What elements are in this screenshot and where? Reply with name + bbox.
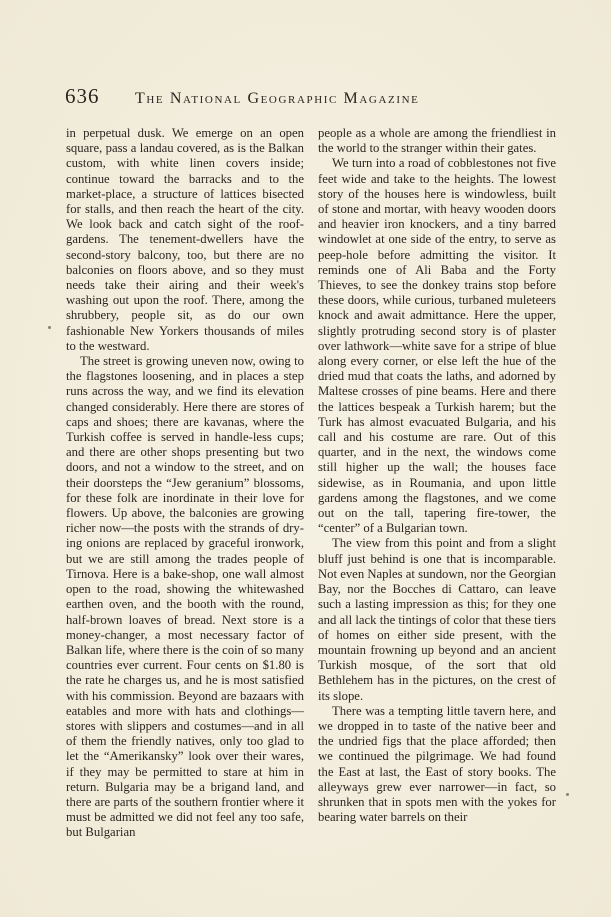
page-header <box>65 84 555 109</box>
running-title: The National Geographic Magazine <box>135 90 420 107</box>
margin-speck <box>48 326 51 329</box>
paragraph: There was a tempting little tavern here, and we dropped in to taste of the native beer and the undried figs that the place afforded; then we continued the pilgrimage. We had found the East at last, the East of story books. The alleyways grew ever narrower—in fact, so shrunken that in spots men with the yokes for bearing water barrels on their <box>318 703 556 825</box>
margin-speck <box>566 793 569 796</box>
paragraph: The street is growing uneven now, owing to the flagstones loosening, and in places a step runs across the way, and we find its elevation changed considerably. Here there are stores of caps and shoes; there are kavanas, where the Turkish coffee is served in handle-less cups; and there are other shops presenting but two doors, and not a window to the street, and on their doorsteps the “Jew geranium” blossoms, for these folk are inordinate in their love for flowers. Up above, the balconies are growing richer now—the posts with the strands of drying onions are replaced by graceful ironwork, but we are still among the trades people of Tirnova. Here is a bake-shop, one wall almost open to the road, showing the whitewashed earthen oven, and the booth with the round, half-brown loaves of bread. Next store is a money-changer, a most necessary factor of Balkan life, where there is the coin of so many countries ever current. Four cents on $1.80 is the rate he charges us, and he is most satisfied with his commission. Beyond are bazaars with eatables and more with hats and clothings—stores with slippers and costumes—and in all of them the friendly natives, only too glad to let the “Amerikansky” look over their wares, if they may be permitted to stare at him in return. Bulgaria may be a brigand land, and there are parts of the southern frontier where it must be admitted we did not feel any too safe, but Bulgarian <box>66 354 304 840</box>
right-column <box>318 126 556 825</box>
paragraph: in perpetual dusk. We emerge on an open square, pass a landau covered, as is the Balkan custom, with white linen covers inside; continue toward the barracks and to the market-place, a structure of lattices bisected for stalls, and then reach the heart of the city. We look back and catch sight of the roof-gardens. The tenement-dwellers have the second-story balcony, too, but there are no balconies on floors above, and so they must needs take their airing and their week's washing out upon the roof. There, among the shrubbery, people sit, as do our own fashionable New Yorkers thousands of miles to the westward. <box>66 126 304 353</box>
paragraph: The view from this point and from a slight bluff just behind is one that is incomparable. Not even Naples at sundown, nor the Georgian Bay, nor the Bocches di Cattaro, can leave such a lasting impression as this; for they one and all lack the tintings of color that these tiers of homes on either side present, with the mountain frowning up beyond and an ancient Turkish mosque, of the sort that old Bethlehem has in the pictures, on the crest of its slope. <box>318 536 556 703</box>
paragraph: We turn into a road of cobblestones not five feet wide and take to the heights. The lowest story of the houses here is windowless, built of stone and mortar, with heavy wooden doors and heavier iron knockers, and a tiny barred windowlet at one side of the entry, to serve as peep-hole before admitting the visitor. It reminds one of Ali Baba and the Forty Thieves, to see the donkey trains stop before these doors, while curious, turbaned muleteers knock and await admittance. Here the upper, slightly protruding second story is of plaster over lathwork—white save for a stripe of blue along every corner, or else left the hue of the dried mud that coats the laths, and adorned by Maltese crosses of pine beams. Here and there the lattices bespeak a Turkish harem; but the Turk has almost evacuated Bulgaria, and his call and his costume are rare. Out of this quarter, and in the next, the windows come still higher up the wall; the houses face sidewise, as in Roumania, and upon little gardens among the flagstones, and we come out on the tall, tapering fire-tower, the “center” of a Bulgarian town. <box>318 156 556 536</box>
paragraph: people as a whole are among the friendliest in the world to the stranger within their gates. <box>318 126 556 156</box>
page-number: 636 <box>65 84 100 108</box>
left-column <box>66 126 304 841</box>
